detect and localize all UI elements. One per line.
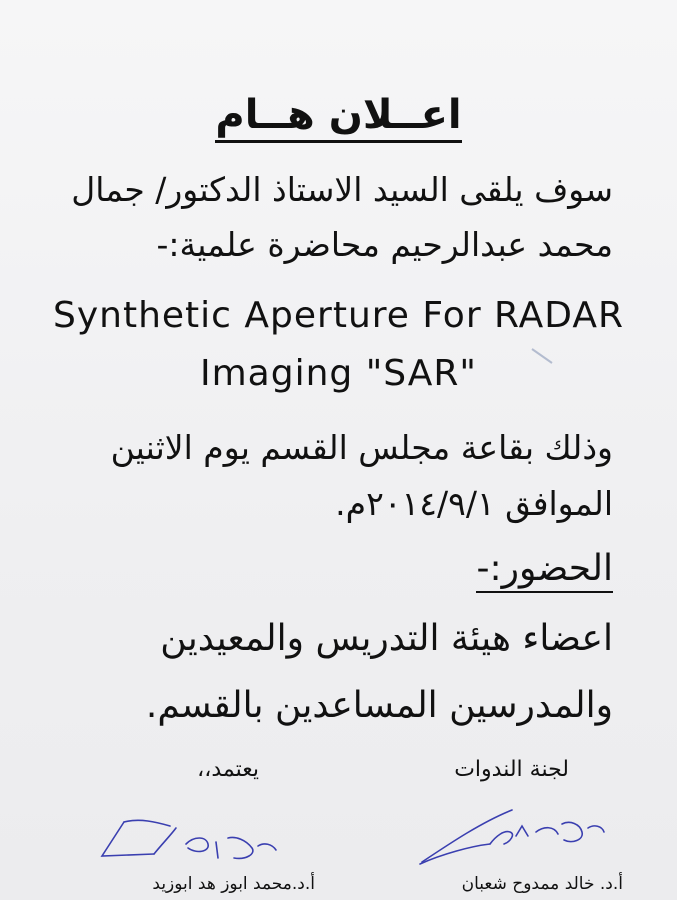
venue-line-2: الموافق ٢٠١٤/٩/١م. bbox=[335, 484, 613, 523]
venue-line-1: وذلك بقاعة مجلس القسم يوم الاثنين bbox=[110, 428, 613, 467]
body-line-1: سوف يلقى السيد الاستاذ الدكتور/ جمال bbox=[71, 170, 613, 209]
lecture-title-line-2: Imaging "SAR" bbox=[200, 353, 477, 394]
attendance-heading-text: الحضور:- bbox=[476, 548, 613, 593]
lecture-title-line-1: Synthetic Aperture For RADAR bbox=[53, 295, 624, 336]
approval-signatory-name: أ.د.محمد ابوز هد ابوزيد bbox=[152, 874, 315, 894]
approval-label: يعتمد،، bbox=[197, 757, 259, 782]
committee-label: لجنة الندوات bbox=[454, 757, 569, 782]
committee-signatory-name: أ.د. خالد ممدوح شعبان bbox=[461, 874, 623, 894]
stray-ink-mark bbox=[530, 345, 556, 367]
announcement-title-text: اعــلان هــام bbox=[215, 92, 461, 143]
attendance-line-1: اعضاء هيئة التدريس والمعيدين bbox=[160, 618, 613, 659]
approval-signature bbox=[96, 814, 286, 874]
announcement-title bbox=[0, 92, 677, 138]
committee-signature bbox=[412, 802, 612, 872]
attendance-heading bbox=[476, 548, 613, 589]
attendance-line-2: والمدرسين المساعدين بالقسم. bbox=[145, 685, 613, 726]
body-line-2: محمد عبدالرحيم محاضرة علمية:- bbox=[156, 225, 613, 264]
